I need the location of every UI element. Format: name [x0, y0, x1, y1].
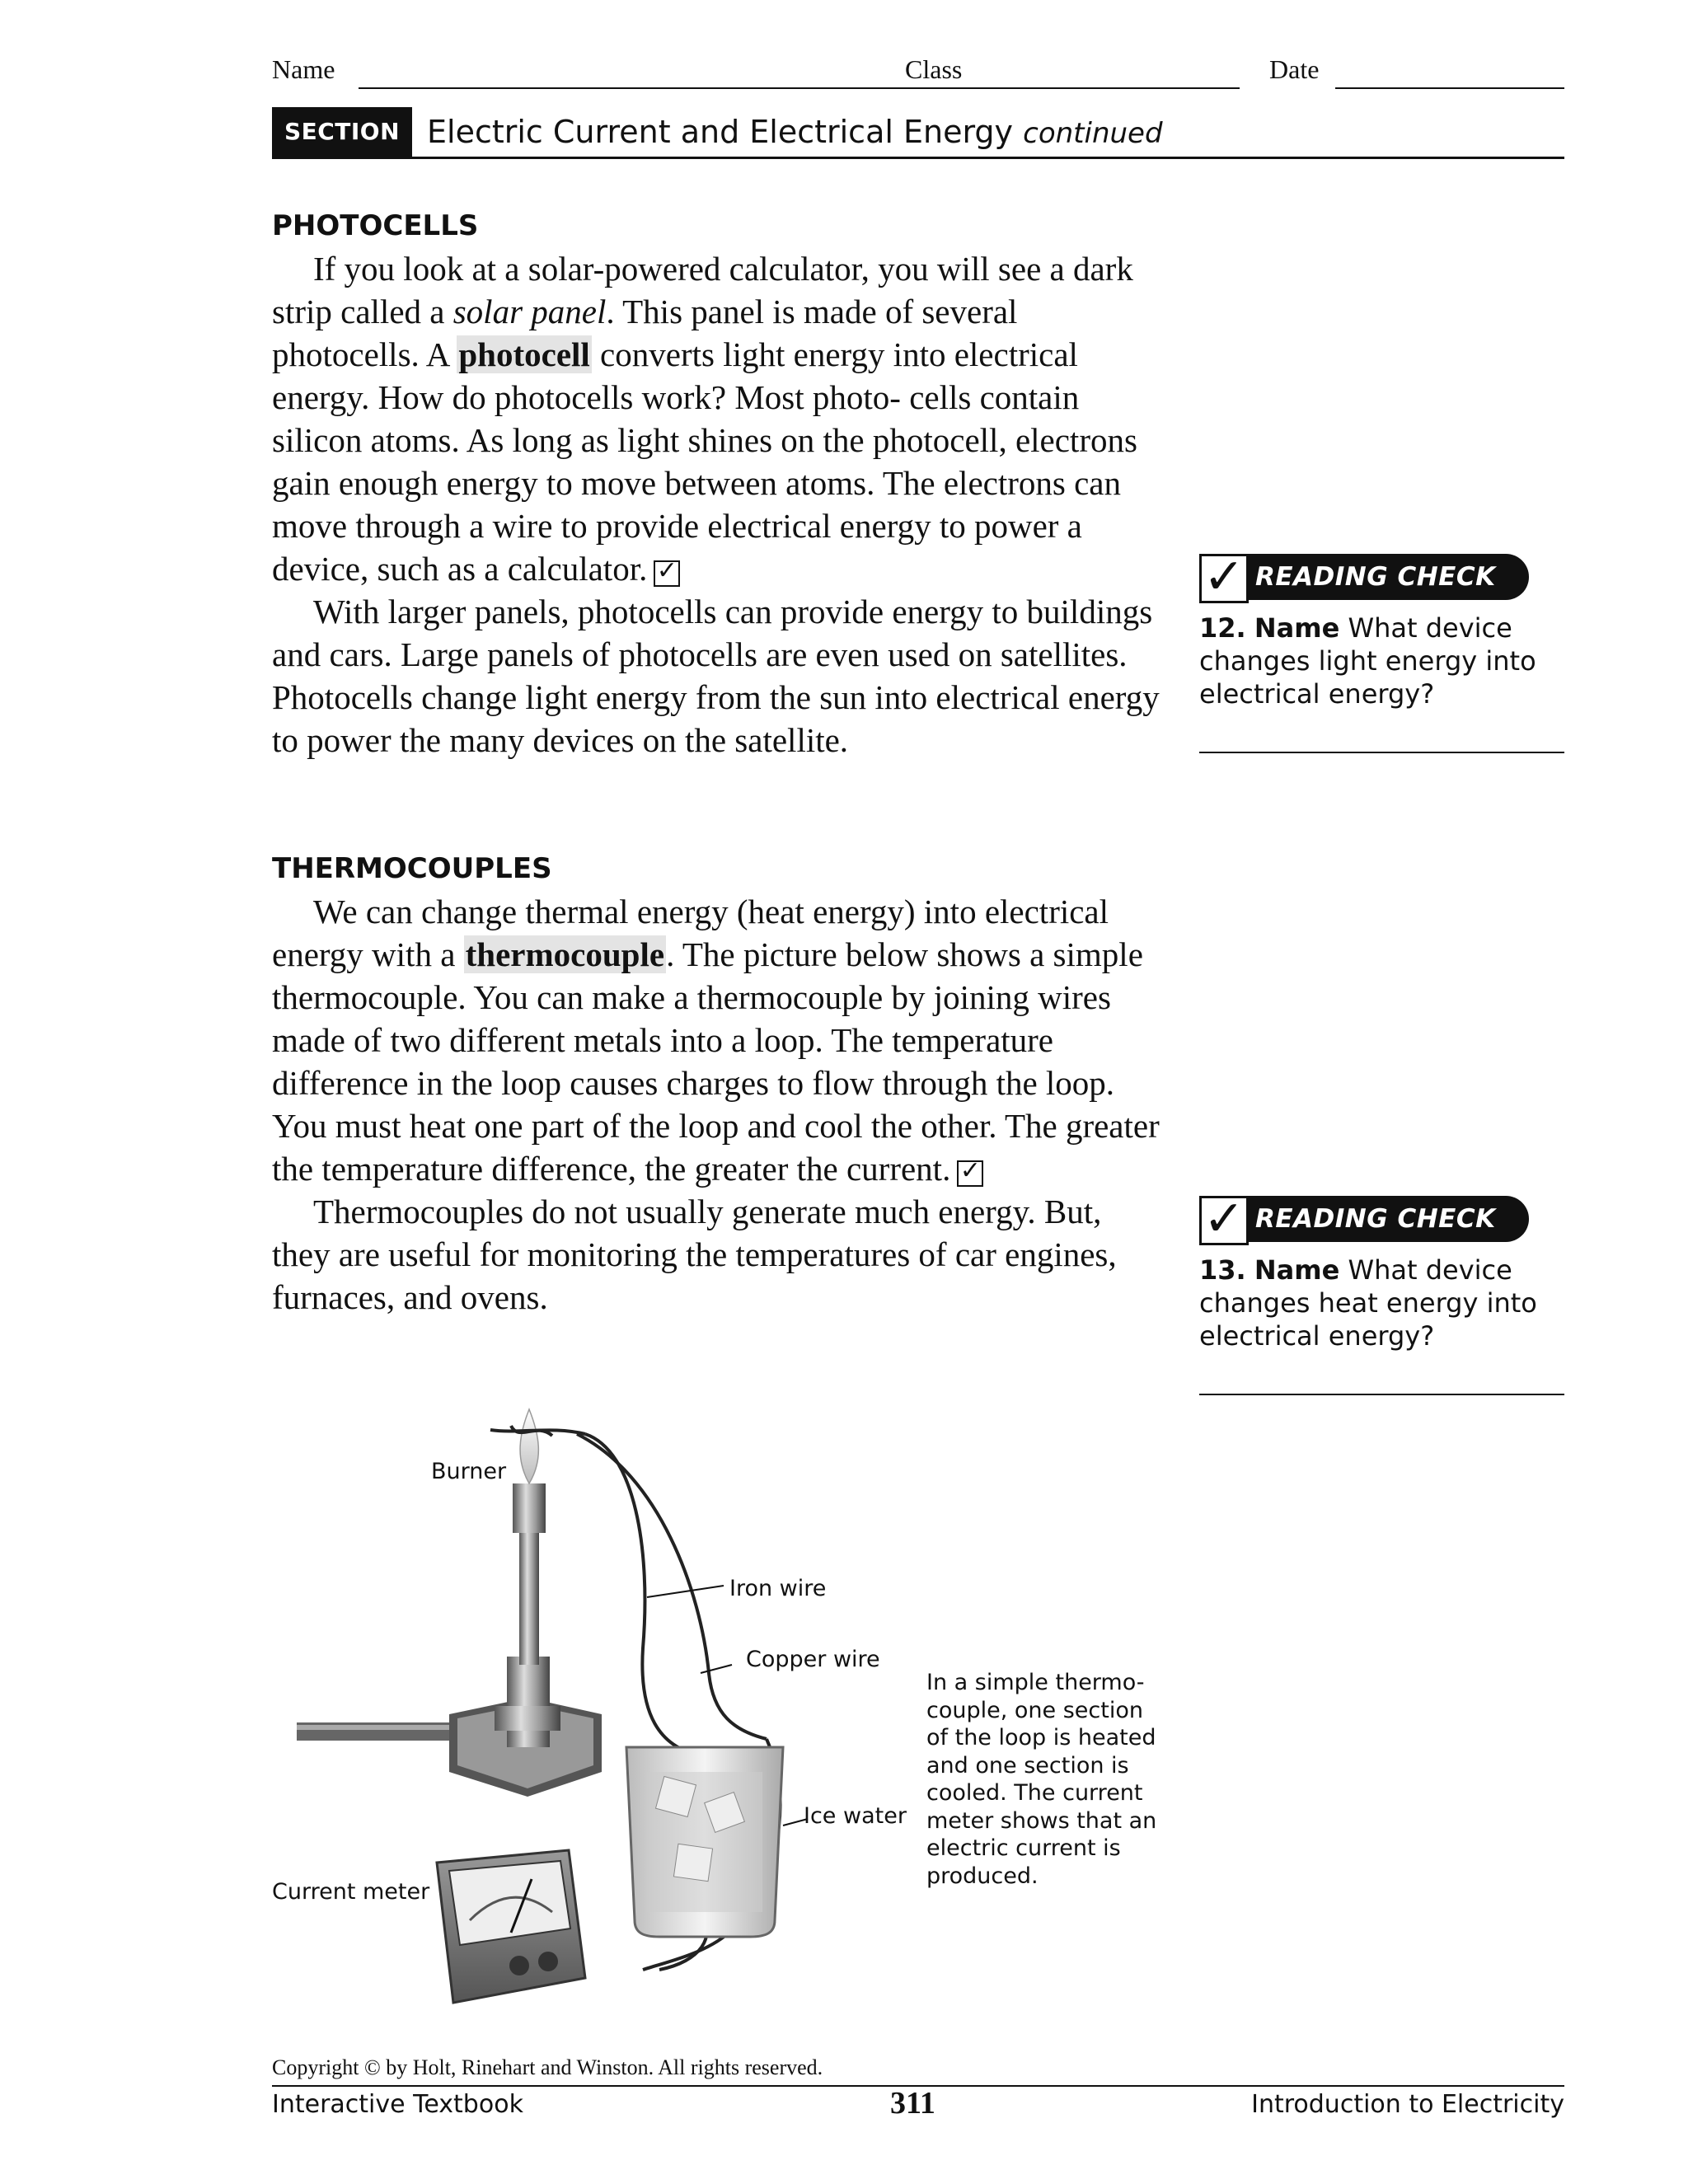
section-tag: SECTION 2 — [272, 107, 412, 157]
section-title: Electric Current and Electrical Energy continued — [427, 114, 1163, 150]
checkmark-icon: ✓ — [1199, 1196, 1249, 1245]
thermocouple-figure — [272, 1385, 1179, 2027]
date-line[interactable] — [1335, 87, 1564, 89]
name-line[interactable] — [359, 87, 877, 89]
name-label: Name — [272, 54, 335, 84]
photocells-paragraph-1: If you look at a solar-powered calculator, you will see a dark strip called a solar panel. This panel is made of several photocells. A photocell converts light energy into electrical energy. How do photocells work? Most photo- cells contain silicon atoms. As long as light shines on the photocell, electrons gain enough energy to move between atoms. The electrons can move through a wire to provide electrical energy to power a device, such as a calculator. ✓ — [272, 250, 1137, 588]
beaker — [626, 1747, 783, 1937]
class-label: Class — [905, 54, 963, 84]
checkmark-icon: ✓ — [1199, 554, 1249, 603]
answer-line-12[interactable] — [1199, 752, 1564, 753]
worksheet-header — [272, 54, 1564, 96]
answer-line-13[interactable] — [1199, 1394, 1564, 1395]
photocells-section — [272, 204, 1162, 762]
section-bar — [272, 107, 1564, 194]
thermocouples-paragraph-1: We can change thermal energy (heat energy) into electrical energy with a thermocouple. The picture below shows a simple thermocouple. You can make a thermocouple by joining wires made of two different metals into a loop. The temperature difference in the loop causes charges to flow through the loop. You must heat one part of the loop and cool the other. The greater the temperature difference, the greater the current. ✓ — [272, 893, 1160, 1188]
reading-check-marker-icon: ✓ — [957, 1160, 983, 1187]
reading-check-badge — [1199, 1190, 1564, 1248]
page-number: 311 — [890, 2086, 935, 2121]
reading-check-12 — [1199, 548, 1564, 753]
reading-check-question: 13. Name What device changes heat energy into electrical energy? — [1199, 1254, 1537, 1352]
reading-check-label: READING CHECK — [1239, 554, 1529, 600]
photocells-heading: PHOTOCELLS — [272, 209, 479, 242]
section-continued: continued — [1023, 117, 1163, 150]
label-current-meter: Current meter — [272, 1879, 430, 1905]
copyright: Copyright © by Holt, Rinehart and Winston. All rights reserved. — [272, 2055, 823, 2079]
current-meter — [437, 1850, 585, 2003]
reading-check-marker-icon: ✓ — [654, 560, 680, 587]
figure-caption: In a simple thermo- couple, one section of the loop is heated and one section is cooled. The current meter shows that an electric current is produced. — [926, 1670, 1157, 1889]
reading-check-label: READING CHECK — [1239, 1196, 1529, 1242]
thermocouples-heading: THERMOCOUPLES — [272, 852, 552, 885]
term-thermocouple: thermocouple — [465, 935, 665, 973]
thermocouples-paragraph-2: Thermocouples do not usually generate much energy. But, they are useful for monitoring the temperatures of car engines, furnaces, and ovens. — [272, 1193, 1117, 1316]
class-line[interactable] — [981, 87, 1240, 89]
label-burner: Burner — [431, 1459, 507, 1484]
date-label: Date — [1269, 54, 1320, 84]
label-ice-water: Ice water — [804, 1803, 907, 1829]
term-solar-panel: solar panel — [452, 293, 607, 330]
label-copper-wire: Copper wire — [746, 1647, 880, 1672]
reading-check-question: 12. Name What device changes light energy into electrical energy? — [1199, 612, 1536, 710]
label-iron-wire: Iron wire — [729, 1576, 827, 1601]
photocells-paragraph-2: With larger panels, photocells can provide energy to buildings and cars. Large panels of photocells are even used on satellites. Photocells change light energy from the sun into electrical energy to power the many devices on the satellite. — [272, 593, 1160, 759]
footer-chapter-title: Introduction to Electricity — [1251, 2090, 1564, 2119]
footer-book-title: Interactive Textbook — [272, 2090, 523, 2119]
reading-check-13 — [1199, 1190, 1564, 1395]
burner-hose — [297, 1722, 462, 1741]
thermocouples-section — [272, 847, 1162, 1319]
reading-check-badge — [1199, 548, 1564, 606]
term-photocell: photocell — [458, 335, 590, 373]
